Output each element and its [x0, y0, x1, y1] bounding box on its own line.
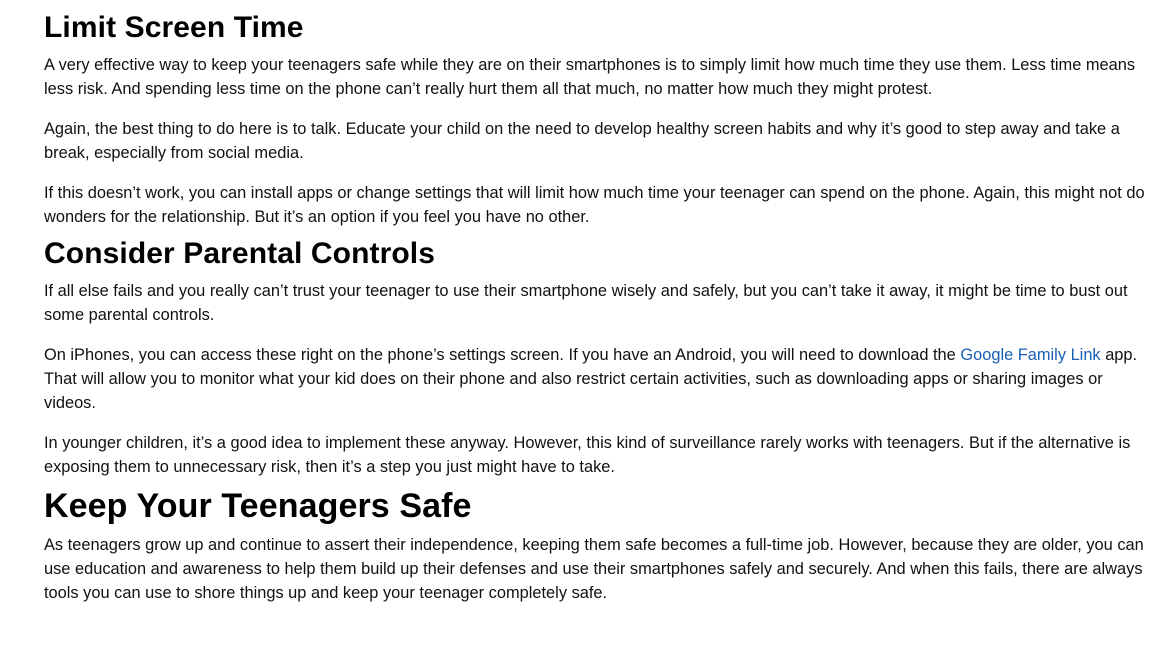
article-body: [44, 8, 1156, 621]
paragraph-text: On iPhones, you can access these right on the phone’s settings screen. If you have an Android, you will need to download the: [44, 346, 961, 364]
paragraph-with-link: [44, 343, 1156, 415]
section-heading-consider-parental-controls: Consider Parental Controls: [44, 237, 436, 270]
paragraph: A very effective way to keep your teenagers safe while they are on their smartphones is to simply limit how much time they use them. Less time means less risk. And spending less time on the phone can’t really hurt them all that much, no matter how much they might protest.: [44, 56, 1136, 98]
section-heading-limit-screen-time: Limit Screen Time: [44, 11, 304, 44]
paragraph: If this doesn’t work, you can install apps or change settings that will limit how much time your teenager can spend on the phone. Again, this might not do wonders for the relationship. But it’s an option if you feel you have no other.: [44, 184, 1145, 226]
paragraph: Again, the best thing to do here is to talk. Educate your child on the need to develop healthy screen habits and why it’s good to step away and take a break, especially from social media.: [44, 120, 1120, 162]
google-family-link-link[interactable]: Google Family Link: [960, 346, 1101, 364]
paragraph: In younger children, it’s a good idea to implement these anyway. However, this kind of surveillance rarely works with teenagers. But if the alternative is exposing them to unnecessary risk, then it’s a step you just might have to take.: [44, 434, 1131, 476]
section-heading-keep-your-teenagers-safe: Keep Your Teenagers Safe: [44, 487, 472, 525]
paragraph: As teenagers grow up and continue to assert their independence, keeping them safe becomes a full-time job. However, because they are older, you can use education and awareness to help them build up their defenses and use their smartphones safely and securely. And when this fails, there are always tools you can use to shore things up and keep your teenager completely safe.: [44, 536, 1144, 602]
paragraph: If all else fails and you really can’t trust your teenager to use their smartphone wisely and safely, but you can’t take it away, it might be time to bust out some parental controls.: [44, 282, 1128, 324]
paragraph-text: app. That will allow you to monitor what your kid does on their phone and also restrict certain activities, such as downloading apps or sharing images or videos.: [44, 346, 1138, 412]
